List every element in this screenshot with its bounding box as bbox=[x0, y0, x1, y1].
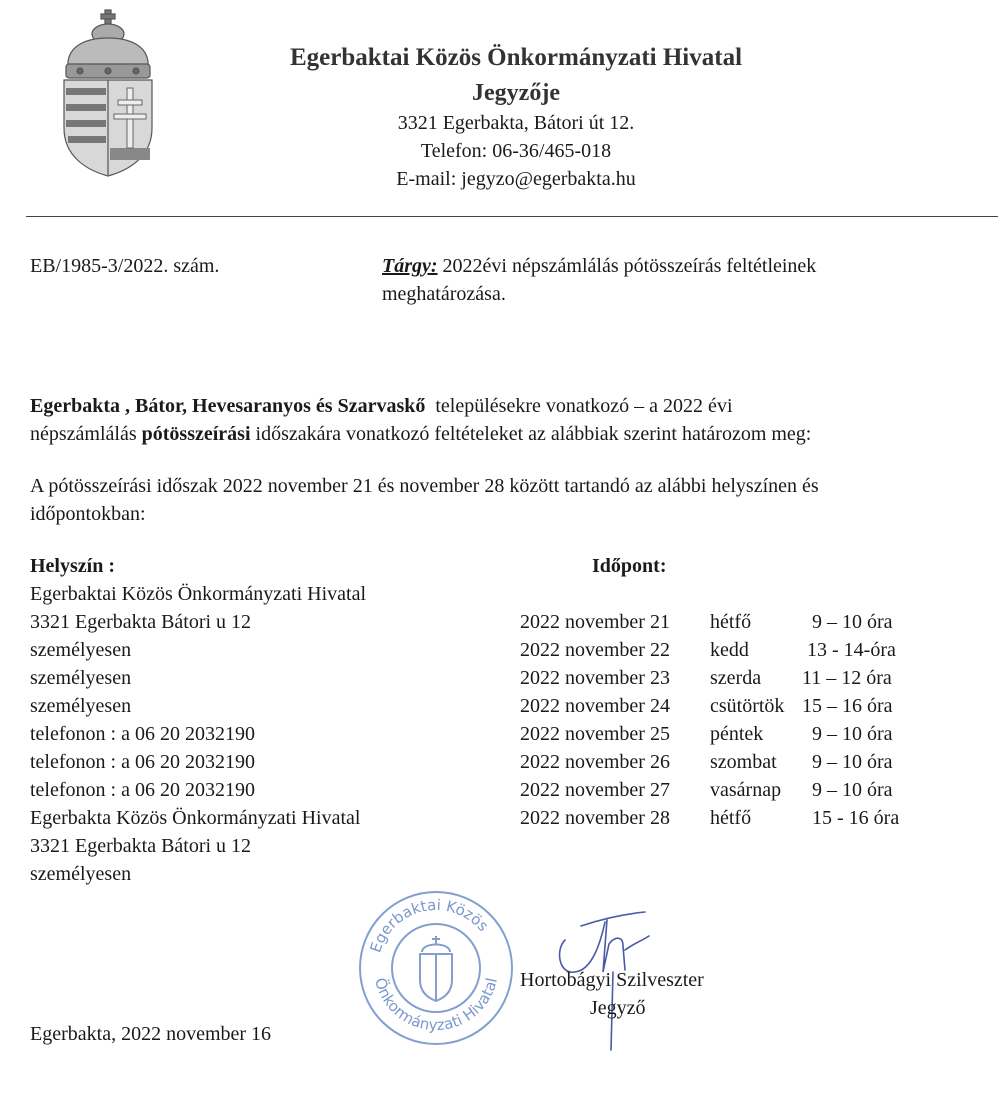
location-item: telefonon : a 06 20 2032190 bbox=[30, 751, 255, 773]
time-date: 2022 november 24 bbox=[520, 695, 670, 717]
signer-role: Jegyző bbox=[590, 997, 646, 1019]
location-item: telefonon : a 06 20 2032190 bbox=[30, 779, 255, 801]
location-item: 3321 Egerbakta Bátori u 12 bbox=[30, 835, 252, 857]
time-row bbox=[520, 636, 922, 664]
time-hours: 9 – 10 óra bbox=[802, 723, 893, 745]
time-row bbox=[520, 748, 922, 776]
time-date: 2022 november 25 bbox=[520, 723, 670, 745]
period-paragraph bbox=[30, 472, 990, 528]
time-day: szerda bbox=[710, 667, 762, 689]
time-date: 2022 november 27 bbox=[520, 779, 670, 801]
coat-of-arms-icon bbox=[58, 8, 158, 178]
time-row bbox=[520, 692, 922, 720]
reference-number: EB/1985-3/2022. szám. bbox=[30, 255, 220, 277]
subject-text-line2: meghatározása. bbox=[382, 283, 506, 305]
stamp-text-top: Egerbaktai Közös bbox=[366, 895, 493, 955]
signer-name: Hortobágyi Szilveszter bbox=[520, 969, 704, 991]
time-date: 2022 november 23 bbox=[520, 667, 670, 689]
time-day: kedd bbox=[710, 639, 749, 661]
time-day: vasárnap bbox=[710, 779, 782, 801]
time-list bbox=[520, 608, 922, 832]
location-item: telefonon : a 06 20 2032190 bbox=[30, 723, 255, 745]
period-line-2: időpontokban: bbox=[30, 503, 146, 525]
office-email: E-mail: jegyzo@egerbakta.hu bbox=[396, 168, 636, 190]
time-date: 2022 november 22 bbox=[520, 639, 670, 661]
time-hours: 11 – 12 óra bbox=[802, 667, 892, 689]
organization-name: Egerbaktai Közös Önkormányzati Hivatal bbox=[289, 44, 743, 71]
intro-paragraph bbox=[30, 392, 980, 448]
office-phone: Telefon: 06-36/465-018 bbox=[420, 140, 612, 162]
time-day: péntek bbox=[710, 723, 764, 745]
time-hours: 9 – 10 óra bbox=[802, 611, 893, 633]
stamp-text-bottom: Önkormányzati Hivatal bbox=[370, 975, 501, 1035]
location-item: Egerbakta Közös Önkormányzati Hivatal bbox=[30, 807, 361, 829]
time-date: 2022 november 28 bbox=[520, 807, 670, 829]
location-item: 3321 Egerbakta Bátori u 12 bbox=[30, 611, 252, 633]
location-item: személyesen bbox=[30, 667, 132, 689]
time-day: hétfő bbox=[710, 611, 752, 633]
official-stamp-icon bbox=[356, 888, 516, 1048]
location-heading: Helyszín : bbox=[30, 555, 115, 577]
time-day: hétfő bbox=[710, 807, 752, 829]
time-date: 2022 november 26 bbox=[520, 751, 670, 773]
period-line-1: A pótösszeírási időszak 2022 november 21 és november 28 között tartandó az alábbi helyszínen és bbox=[30, 475, 819, 497]
time-hours: 13 - 14-óra bbox=[802, 639, 896, 661]
header-divider bbox=[26, 216, 998, 217]
intro-text-1: településekre vonatkozó – a 2022 évi bbox=[425, 395, 733, 417]
intro-bold-term: pótösszeírási bbox=[141, 423, 251, 445]
location-item: személyesen bbox=[30, 695, 132, 717]
office-title: Jegyzője bbox=[472, 80, 560, 106]
time-row bbox=[520, 608, 922, 636]
time-row bbox=[520, 664, 922, 692]
time-hours: 15 – 16 óra bbox=[802, 695, 893, 717]
office-address: 3321 Egerbakta, Bátori út 12. bbox=[397, 112, 635, 134]
intro-text-2: népszámlálás bbox=[30, 423, 142, 445]
location-item: személyesen bbox=[30, 639, 132, 661]
intro-text-3: időszakára vonatkozó feltételeket az alábbiak szerint határozom meg: bbox=[250, 423, 812, 445]
time-row bbox=[520, 804, 922, 832]
time-day: szombat bbox=[710, 751, 777, 773]
time-hours: 15 - 16 óra bbox=[802, 807, 900, 829]
time-heading: Időpont: bbox=[592, 555, 667, 577]
time-date: 2022 november 21 bbox=[520, 611, 670, 633]
location-item: Egerbaktai Közös Önkormányzati Hivatal bbox=[30, 583, 366, 605]
place-and-date: Egerbakta, 2022 november 16 bbox=[30, 1023, 272, 1045]
subject-label: Tárgy: bbox=[382, 255, 438, 277]
time-row bbox=[520, 720, 922, 748]
subject-text-line1: 2022évi népszámlálás pótösszeírás feltétleinek bbox=[437, 255, 817, 277]
subject-block bbox=[382, 252, 942, 308]
settlements-list: Egerbakta , Bátor, Hevesaranyos és Szarvaskő bbox=[30, 395, 426, 417]
time-hours: 9 – 10 óra bbox=[802, 779, 893, 801]
location-item: személyesen bbox=[30, 863, 132, 885]
time-hours: 9 – 10 óra bbox=[802, 751, 893, 773]
location-list bbox=[30, 580, 366, 888]
time-row bbox=[520, 776, 922, 804]
time-day: csütörtök bbox=[710, 695, 785, 717]
